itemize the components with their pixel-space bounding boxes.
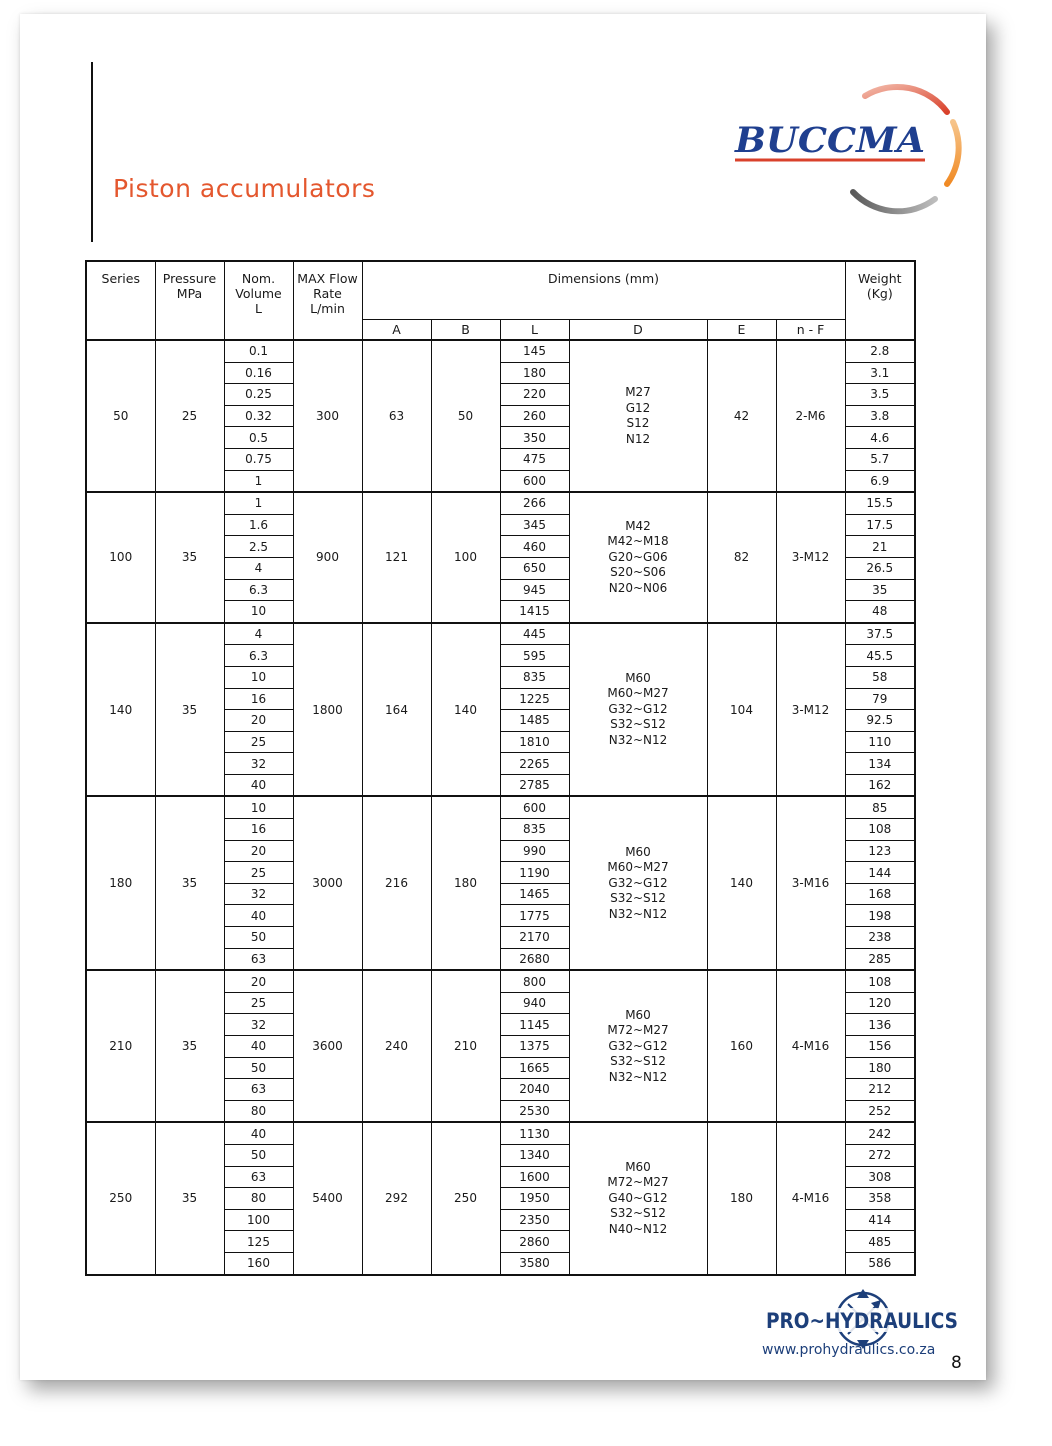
pro-hydraulics-logo <box>760 1289 980 1379</box>
specifications-body <box>86 340 915 1275</box>
pressure-cell: 25 <box>155 340 224 492</box>
dim-l-cell: 835 <box>500 819 569 841</box>
dim-d-line: G12 <box>625 400 651 415</box>
dim-l-cell: 2530 <box>500 1100 569 1122</box>
dim-a-cell: 216 <box>362 796 431 970</box>
dim-l-cell: 1375 <box>500 1036 569 1058</box>
dim-l-cell: 460 <box>500 536 569 558</box>
dim-l-cell: 2040 <box>500 1079 569 1101</box>
dim-l-cell: 345 <box>500 514 569 536</box>
header-b: B <box>431 320 500 341</box>
weight-cell: 162 <box>845 774 915 796</box>
volume-cell: 100 <box>224 1209 293 1231</box>
pro-hydraulics-logo-text: PRO~HYDRAULICS <box>766 1309 958 1333</box>
dim-d-cell <box>569 340 707 492</box>
weight-cell: 134 <box>845 753 915 775</box>
weight-cell: 48 <box>845 601 915 623</box>
dim-a-cell: 63 <box>362 340 431 492</box>
volume-cell: 40 <box>224 774 293 796</box>
dim-nf-cell: 3-M12 <box>776 492 845 623</box>
table-row <box>86 340 915 362</box>
header-pressure <box>155 261 224 340</box>
dim-l-cell: 1665 <box>500 1057 569 1079</box>
weight-cell: 92.5 <box>845 710 915 732</box>
dim-d-line: S32~S12 <box>610 891 666 906</box>
weight-cell: 110 <box>845 731 915 753</box>
dim-d-line: N40~N12 <box>608 1221 668 1236</box>
dim-d-line: M60 <box>625 1007 651 1022</box>
dim-b-cell: 180 <box>431 796 500 970</box>
volume-cell: 1 <box>224 492 293 514</box>
weight-cell: 212 <box>845 1079 915 1101</box>
dim-l-cell: 650 <box>500 557 569 579</box>
volume-cell: 32 <box>224 1014 293 1036</box>
weight-cell: 35 <box>845 579 915 601</box>
dim-l-cell: 595 <box>500 645 569 667</box>
weight-cell: 358 <box>845 1188 915 1210</box>
dim-d-cell <box>569 623 707 797</box>
series-cell: 180 <box>86 796 155 970</box>
volume-cell: 32 <box>224 753 293 775</box>
weight-cell: 17.5 <box>845 514 915 536</box>
weight-cell: 21 <box>845 536 915 558</box>
dim-b-cell: 50 <box>431 340 500 492</box>
dim-l-cell: 145 <box>500 340 569 362</box>
header-weight <box>845 261 915 340</box>
weight-cell: 123 <box>845 840 915 862</box>
dim-d-line: G40~G12 <box>608 1190 668 1205</box>
volume-cell: 0.32 <box>224 405 293 427</box>
volume-cell: 25 <box>224 992 293 1014</box>
header-e: E <box>707 320 776 341</box>
series-cell: 140 <box>86 623 155 797</box>
volume-cell: 25 <box>224 731 293 753</box>
weight-cell: 136 <box>845 1014 915 1036</box>
volume-cell: 40 <box>224 905 293 927</box>
dim-d-line: S32~S12 <box>610 1206 666 1221</box>
weight-cell: 85 <box>845 796 915 818</box>
weight-cell: 272 <box>845 1144 915 1166</box>
dim-a-cell: 292 <box>362 1122 431 1274</box>
dim-l-cell: 220 <box>500 384 569 406</box>
weight-cell: 485 <box>845 1231 915 1253</box>
pressure-cell: 35 <box>155 796 224 970</box>
page-number: 8 <box>951 1353 962 1373</box>
series-cell: 50 <box>86 340 155 492</box>
dim-e-cell: 42 <box>707 340 776 492</box>
dim-l-cell: 475 <box>500 448 569 470</box>
dim-d-line: M42 <box>625 518 651 533</box>
weight-cell: 242 <box>845 1122 915 1144</box>
header-pressure-line: MPa <box>176 286 203 301</box>
volume-cell: 32 <box>224 883 293 905</box>
pressure-cell: 35 <box>155 492 224 623</box>
header-l: L <box>500 320 569 341</box>
table-row <box>86 1122 915 1144</box>
header-volume-line: Volume <box>235 286 282 301</box>
dim-l-cell: 180 <box>500 362 569 384</box>
weight-cell: 37.5 <box>845 623 915 645</box>
weight-cell: 3.5 <box>845 384 915 406</box>
header-flow <box>293 261 362 340</box>
dim-b-cell: 100 <box>431 492 500 623</box>
weight-cell: 3.1 <box>845 362 915 384</box>
dim-d-line: M60 <box>625 670 651 685</box>
volume-cell: 20 <box>224 970 293 992</box>
dim-b-cell: 210 <box>431 970 500 1122</box>
dim-l-cell: 2265 <box>500 753 569 775</box>
dim-d-line: G32~G12 <box>608 1038 668 1053</box>
volume-cell: 80 <box>224 1188 293 1210</box>
volume-cell: 16 <box>224 819 293 841</box>
dim-l-cell: 260 <box>500 405 569 427</box>
weight-cell: 586 <box>845 1252 915 1274</box>
volume-cell: 4 <box>224 623 293 645</box>
dim-l-cell: 2785 <box>500 774 569 796</box>
dim-l-cell: 3580 <box>500 1252 569 1274</box>
header-dimensions: Dimensions (mm) <box>362 261 845 320</box>
header-flow-line: L/min <box>310 301 345 316</box>
weight-cell: 58 <box>845 666 915 688</box>
volume-cell: 63 <box>224 1079 293 1101</box>
dim-l-cell: 1225 <box>500 688 569 710</box>
dim-d-cell <box>569 796 707 970</box>
dim-a-cell: 240 <box>362 970 431 1122</box>
flow-rate-cell: 3000 <box>293 796 362 970</box>
dim-l-cell: 2350 <box>500 1209 569 1231</box>
dim-d-line: S20~S06 <box>610 565 666 580</box>
dim-nf-cell: 3-M16 <box>776 796 845 970</box>
dim-l-cell: 600 <box>500 796 569 818</box>
dim-nf-cell: 4-M16 <box>776 1122 845 1274</box>
weight-cell: 6.9 <box>845 470 915 492</box>
dim-d-cell <box>569 970 707 1122</box>
weight-cell: 4.6 <box>845 427 915 449</box>
header-weight-line: Weight <box>857 271 902 286</box>
volume-cell: 4 <box>224 557 293 579</box>
header-pressure-line: Pressure <box>162 271 217 286</box>
series-cell: 210 <box>86 970 155 1122</box>
volume-cell: 0.16 <box>224 362 293 384</box>
buccma-logo-text: BUCCMA <box>733 120 925 161</box>
dim-d-cell <box>569 1122 707 1274</box>
volume-cell: 10 <box>224 796 293 818</box>
volume-cell: 10 <box>224 601 293 623</box>
dim-l-cell: 800 <box>500 970 569 992</box>
dim-e-cell: 104 <box>707 623 776 797</box>
header-volume-line: L <box>255 301 262 316</box>
dim-a-cell: 121 <box>362 492 431 623</box>
dim-l-cell: 1600 <box>500 1166 569 1188</box>
weight-cell: 238 <box>845 927 915 949</box>
dim-nf-cell: 3-M12 <box>776 623 845 797</box>
volume-cell: 160 <box>224 1252 293 1274</box>
dim-d-cell <box>569 492 707 623</box>
dim-d-line: M60 <box>625 1159 651 1174</box>
volume-cell: 0.25 <box>224 384 293 406</box>
weight-cell: 108 <box>845 970 915 992</box>
header-a: A <box>362 320 431 341</box>
weight-cell: 156 <box>845 1036 915 1058</box>
dim-d-line: M60 <box>625 844 651 859</box>
dim-l-cell: 1130 <box>500 1122 569 1144</box>
dim-l-cell: 1485 <box>500 710 569 732</box>
dim-l-cell: 1775 <box>500 905 569 927</box>
volume-cell: 50 <box>224 1144 293 1166</box>
dim-d-line: G32~G12 <box>608 875 668 890</box>
header-volume <box>224 261 293 340</box>
dim-a-cell: 164 <box>362 623 431 797</box>
dim-d-line: G32~G12 <box>608 701 668 716</box>
dim-l-cell: 1145 <box>500 1014 569 1036</box>
buccma-logo <box>725 74 975 224</box>
dim-d-line: N32~N12 <box>608 906 668 921</box>
dim-d-line: S12 <box>626 416 650 431</box>
weight-cell: 5.7 <box>845 448 915 470</box>
dim-b-cell: 250 <box>431 1122 500 1274</box>
dim-d-line: N32~N12 <box>608 732 668 747</box>
page-title: Piston accumulators <box>113 174 376 203</box>
dim-l-cell: 835 <box>500 666 569 688</box>
weight-cell: 79 <box>845 688 915 710</box>
volume-cell: 1.6 <box>224 514 293 536</box>
dim-d-line: G20~G06 <box>608 549 668 564</box>
dim-e-cell: 180 <box>707 1122 776 1274</box>
header-flow-line: MAX Flow <box>297 271 358 286</box>
volume-cell: 0.1 <box>224 340 293 362</box>
flow-rate-cell: 300 <box>293 340 362 492</box>
volume-cell: 20 <box>224 710 293 732</box>
dim-l-cell: 350 <box>500 427 569 449</box>
header-d: D <box>569 320 707 341</box>
header-weight-line: (Kg) <box>866 286 893 301</box>
dim-e-cell: 160 <box>707 970 776 1122</box>
volume-cell: 2.5 <box>224 536 293 558</box>
dim-l-cell: 2860 <box>500 1231 569 1253</box>
table-row <box>86 970 915 992</box>
volume-cell: 63 <box>224 1166 293 1188</box>
website-url: www.prohydraulics.co.za <box>762 1342 936 1358</box>
volume-cell: 50 <box>224 1057 293 1079</box>
dim-l-cell: 940 <box>500 992 569 1014</box>
dim-d-line: S32~S12 <box>610 717 666 732</box>
dim-l-cell: 990 <box>500 840 569 862</box>
dim-l-cell: 2680 <box>500 948 569 970</box>
dim-e-cell: 82 <box>707 492 776 623</box>
weight-cell: 285 <box>845 948 915 970</box>
weight-cell: 252 <box>845 1100 915 1122</box>
dim-l-cell: 1950 <box>500 1188 569 1210</box>
weight-cell: 26.5 <box>845 557 915 579</box>
dim-d-line: M27 <box>625 385 651 400</box>
volume-cell: 125 <box>224 1231 293 1253</box>
flow-rate-cell: 1800 <box>293 623 362 797</box>
dim-d-line: M42~M18 <box>607 534 669 549</box>
flow-rate-cell: 5400 <box>293 1122 362 1274</box>
dim-d-line: M72~M27 <box>607 1023 669 1038</box>
dim-d-line: M60~M27 <box>607 860 669 875</box>
dim-l-cell: 600 <box>500 470 569 492</box>
volume-cell: 80 <box>224 1100 293 1122</box>
weight-cell: 120 <box>845 992 915 1014</box>
flow-rate-cell: 3600 <box>293 970 362 1122</box>
dim-l-cell: 1190 <box>500 862 569 884</box>
dim-l-cell: 1340 <box>500 1144 569 1166</box>
series-cell: 100 <box>86 492 155 623</box>
volume-cell: 1 <box>224 470 293 492</box>
flow-rate-cell: 900 <box>293 492 362 623</box>
title-accent-bar <box>91 62 93 242</box>
weight-cell: 198 <box>845 905 915 927</box>
weight-cell: 15.5 <box>845 492 915 514</box>
table-row <box>86 492 915 514</box>
weight-cell: 180 <box>845 1057 915 1079</box>
dim-nf-cell: 4-M16 <box>776 970 845 1122</box>
pressure-cell: 35 <box>155 970 224 1122</box>
volume-cell: 40 <box>224 1036 293 1058</box>
header-flow-line: Rate <box>313 286 342 301</box>
dim-d-line: M72~M27 <box>607 1175 669 1190</box>
volume-cell: 25 <box>224 862 293 884</box>
weight-cell: 45.5 <box>845 645 915 667</box>
weight-cell: 108 <box>845 819 915 841</box>
weight-cell: 168 <box>845 883 915 905</box>
dim-l-cell: 445 <box>500 623 569 645</box>
weight-cell: 414 <box>845 1209 915 1231</box>
volume-cell: 0.5 <box>224 427 293 449</box>
volume-cell: 20 <box>224 840 293 862</box>
dim-d-line: N32~N12 <box>608 1069 668 1084</box>
volume-cell: 6.3 <box>224 579 293 601</box>
volume-cell: 0.75 <box>224 448 293 470</box>
dim-l-cell: 1465 <box>500 883 569 905</box>
volume-cell: 16 <box>224 688 293 710</box>
header-nf: n - F <box>776 320 845 341</box>
volume-cell: 6.3 <box>224 645 293 667</box>
dim-l-cell: 266 <box>500 492 569 514</box>
volume-cell: 40 <box>224 1122 293 1144</box>
dim-l-cell: 945 <box>500 579 569 601</box>
dim-d-line: M60~M27 <box>607 686 669 701</box>
table-row <box>86 623 915 645</box>
dim-e-cell: 140 <box>707 796 776 970</box>
dim-l-cell: 1415 <box>500 601 569 623</box>
weight-cell: 3.8 <box>845 405 915 427</box>
dim-b-cell: 140 <box>431 623 500 797</box>
dim-l-cell: 2170 <box>500 927 569 949</box>
dim-d-line: S32~S12 <box>610 1054 666 1069</box>
dim-d-line: N20~N06 <box>608 580 668 595</box>
pressure-cell: 35 <box>155 1122 224 1274</box>
dim-d-line: N12 <box>625 431 651 446</box>
volume-cell: 50 <box>224 927 293 949</box>
dim-l-cell: 1810 <box>500 731 569 753</box>
header-volume-line: Nom. <box>241 271 276 286</box>
volume-cell: 10 <box>224 666 293 688</box>
series-cell: 250 <box>86 1122 155 1274</box>
header-series: Series <box>86 261 155 340</box>
volume-cell: 63 <box>224 948 293 970</box>
dim-nf-cell: 2-M6 <box>776 340 845 492</box>
weight-cell: 2.8 <box>845 340 915 362</box>
specifications-table <box>85 260 916 1276</box>
table-row <box>86 796 915 818</box>
pressure-cell: 35 <box>155 623 224 797</box>
weight-cell: 144 <box>845 862 915 884</box>
weight-cell: 308 <box>845 1166 915 1188</box>
